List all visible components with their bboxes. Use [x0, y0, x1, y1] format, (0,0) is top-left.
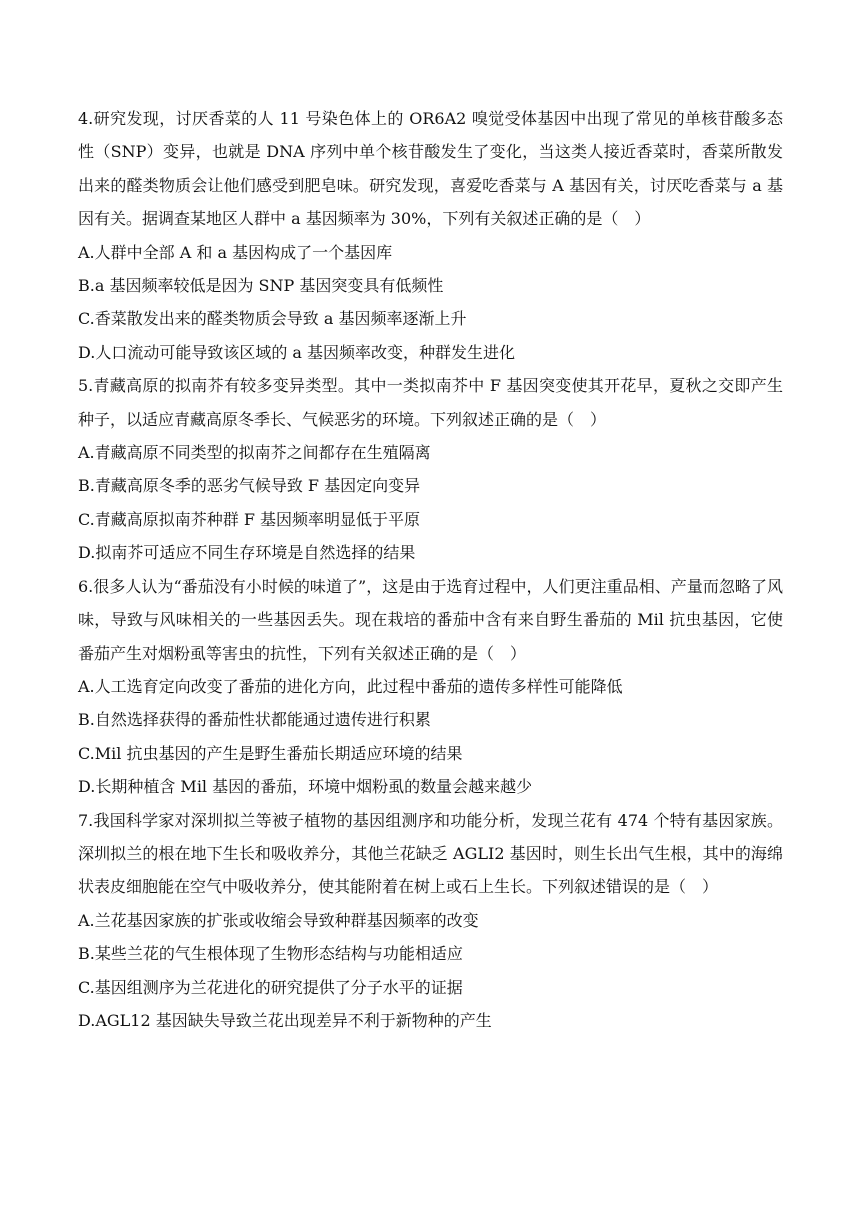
option-a: A.兰花基因家族的扩张或收缩会导致种群基因频率的改变 [78, 910, 479, 930]
question-stem: 5.青藏高原的拟南芥有较多变异类型。其中一类拟南芥中 F 基因突变使其开花早，夏秋之交即产生种子，以适应青藏高原冬季长、气候恶劣的环境。下列叙述正确的是（ ） [78, 376, 783, 429]
question-list [78, 102, 783, 1037]
question-6 [78, 570, 783, 804]
option-c: C.基因组测序为兰花进化的研究提供了分子水平的证据 [78, 977, 463, 997]
option-d: D.拟南芥可适应不同生存环境是自然选择的结果 [78, 543, 416, 563]
question-stem: 6.很多人认为“番茄没有小时候的味道了”，这是由于选育过程中，人们更注重品相、产量而忽略了风味，导致与风味相关的一些基因丢失。现在栽培的番茄中含有来自野生番茄的 Mil 抗虫基因，它使番茄产生对烟粉虱等害虫的抗性，下列有关叙述正确的是（ ） [78, 576, 783, 663]
question-4 [78, 102, 783, 369]
option-d: D.长期种植含 Mil 基因的番茄，环境中烟粉虱的数量会越来越少 [78, 777, 533, 797]
option-a: A.人工选育定向改变了番茄的进化方向，此过程中番茄的遗传多样性可能降低 [78, 676, 623, 696]
option-d: D.AGL12 基因缺失导致兰花出现差异不利于新物种的产生 [78, 1010, 492, 1030]
option-c: C.香菜散发出来的醛类物质会导致 a 基因频率逐渐上升 [78, 309, 467, 329]
option-c: C.Mil 抗虫基因的产生是野生番茄长期适应环境的结果 [78, 743, 463, 763]
option-b: B.青藏高原冬季的恶劣气候导致 F 基因定向变异 [78, 476, 421, 496]
option-b: B.a 基因频率较低是因为 SNP 基因突变具有低频性 [78, 276, 444, 296]
option-b: B.某些兰花的气生根体现了生物形态结构与功能相适应 [78, 944, 463, 964]
option-d: D.人口流动可能导致该区域的 a 基因频率改变，种群发生进化 [78, 342, 516, 362]
question-7 [78, 804, 783, 1038]
question-stem: 7.我国科学家对深圳拟兰等被子植物的基因组测序和功能分析，发现兰花有 474 个特有基因家族。深圳拟兰的根在地下生长和吸收养分，其他兰花缺乏 AGLI2 基因时，则生长出气生根，其中的海绵状表皮细胞能在空气中吸收养分，使其能附着在树上或石上生长。下列叙述错误的是（ ） [78, 810, 783, 897]
question-stem: 4.研究发现，讨厌香菜的人 11 号染色体上的 OR6A2 嗅觉受体基因中出现了常见的单核苷酸多态性（SNP）变异，也就是 DNA 序列中单个核苷酸发生了变化，当这类人接近香菜时，香菜所散发出来的醛类物质会让他们感受到肥皂味。研究发现，喜爱吃香菜与 A 基因有关，讨厌吃香菜与 a 基因有关。据调查某地区人群中 a 基因频率为 30%，下列有关叙述正确的是（ ） [78, 109, 783, 229]
option-a: A.青藏高原不同类型的拟南芥之间都存在生殖隔离 [78, 443, 431, 463]
question-5 [78, 369, 783, 569]
option-c: C.青藏高原拟南芥种群 F 基因频率明显低于平原 [78, 509, 421, 529]
option-a: A.人群中全部 A 和 a 基因构成了一个基因库 [78, 242, 393, 262]
option-b: B.自然选择获得的番茄性状都能通过遗传进行积累 [78, 710, 431, 730]
